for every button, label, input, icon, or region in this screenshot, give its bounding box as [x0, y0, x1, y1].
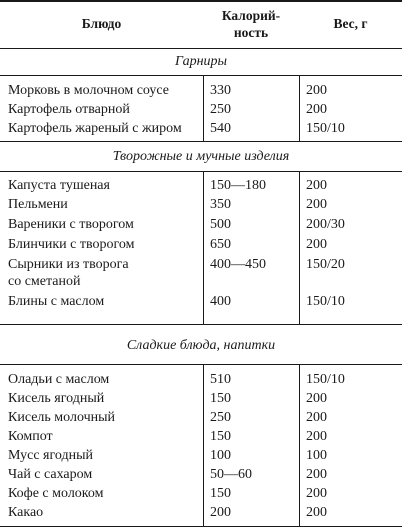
table-row-dish: Пельмени	[8, 197, 68, 212]
table-row-calories: 150	[210, 486, 231, 501]
table-row-dish: Мусс ягодный	[8, 448, 93, 463]
table-row-weight: 150/10	[306, 294, 345, 309]
section-title-sweets-drinks: Сладкие блюда, напитки	[126, 338, 276, 353]
table-row-calories: 510	[210, 372, 231, 387]
table-row-dish: Кисель ягодный	[8, 391, 105, 406]
table-row-weight: 200	[306, 429, 327, 444]
section-divider	[0, 364, 402, 365]
section-divider	[0, 141, 402, 142]
column-divider	[299, 171, 300, 324]
table-row-weight: 200	[306, 102, 327, 117]
section-divider	[0, 75, 402, 76]
header-dish: Блюдо	[81, 16, 122, 31]
table-row-weight: 150/20	[306, 257, 345, 272]
table-row-dish: Чай с сахаром	[8, 467, 93, 482]
table-row-calories: 330	[210, 83, 231, 98]
table-row-weight: 200	[306, 467, 327, 482]
table-row-dish: Картофель жареный с жиром	[8, 121, 182, 136]
table-row-weight: 200	[306, 83, 327, 98]
table-row-dish: Морковь в молочном соусе	[8, 83, 169, 98]
header-weight: Вес, г	[333, 16, 368, 31]
table-row-weight: 200	[306, 237, 327, 252]
table-row-dish: Картофель отварной	[8, 102, 130, 117]
table-row-weight: 150/10	[306, 372, 345, 387]
section-title-garnishes: Гарниры	[174, 54, 228, 69]
table-row-weight: 200	[306, 391, 327, 406]
table-row-calories: 250	[210, 102, 231, 117]
table-row-weight: 200	[306, 505, 327, 520]
table-row-calories: 400	[210, 294, 231, 309]
table-row-weight: 100	[306, 448, 327, 463]
column-divider	[203, 171, 204, 324]
header-bottom-border	[0, 48, 402, 49]
table-row-calories: 540	[210, 121, 231, 136]
table-row-weight: 200	[306, 197, 327, 212]
table-row-dish-line2: со сметаной	[8, 274, 81, 289]
table-row-calories: 650	[210, 237, 231, 252]
section-divider	[0, 324, 402, 325]
table-bottom-border	[0, 526, 402, 527]
table-row-weight: 200	[306, 486, 327, 501]
table-row-calories: 150	[210, 429, 231, 444]
column-divider	[203, 75, 204, 141]
table-row-dish: Сырники из творога	[8, 257, 129, 272]
table-row-dish: Вареники с творогом	[8, 217, 134, 232]
table-row-calories: 150—180	[210, 178, 266, 193]
table-row-calories: 200	[210, 505, 231, 520]
table-row-dish: Блины с маслом	[8, 294, 105, 309]
table-row-calories: 150	[210, 391, 231, 406]
table-row-calories: 350	[210, 197, 231, 212]
header-calories-line2: ность	[233, 25, 269, 40]
column-divider	[299, 364, 300, 527]
table-row-dish: Компот	[8, 429, 53, 444]
table-top-border	[0, 0, 402, 2]
table-row-weight: 200/30	[306, 217, 345, 232]
table-row-calories: 400—450	[210, 257, 266, 272]
column-divider	[203, 364, 204, 527]
table-row-weight: 200	[306, 410, 327, 425]
table-row-dish: Оладьи с маслом	[8, 372, 110, 387]
table-row-calories: 50—60	[210, 467, 252, 482]
table-row-calories: 500	[210, 217, 231, 232]
column-divider	[299, 75, 300, 141]
table-row-dish: Капуста тушеная	[8, 178, 110, 193]
table-row-weight: 150/10	[306, 121, 345, 136]
table-row-calories: 100	[210, 448, 231, 463]
table-row-calories: 250	[210, 410, 231, 425]
table-row-dish: Блинчики с творогом	[8, 237, 135, 252]
header-calories-line1: Калорий-	[221, 8, 281, 23]
table-row-dish: Какао	[8, 505, 44, 520]
table-row-dish: Кисель молочный	[8, 410, 116, 425]
section-divider	[0, 171, 402, 172]
table-row-dish: Кофе с молоком	[8, 486, 104, 501]
table-row-weight: 200	[306, 178, 327, 193]
section-title-curd-flour: Творожные и мучные изделия	[112, 149, 290, 164]
